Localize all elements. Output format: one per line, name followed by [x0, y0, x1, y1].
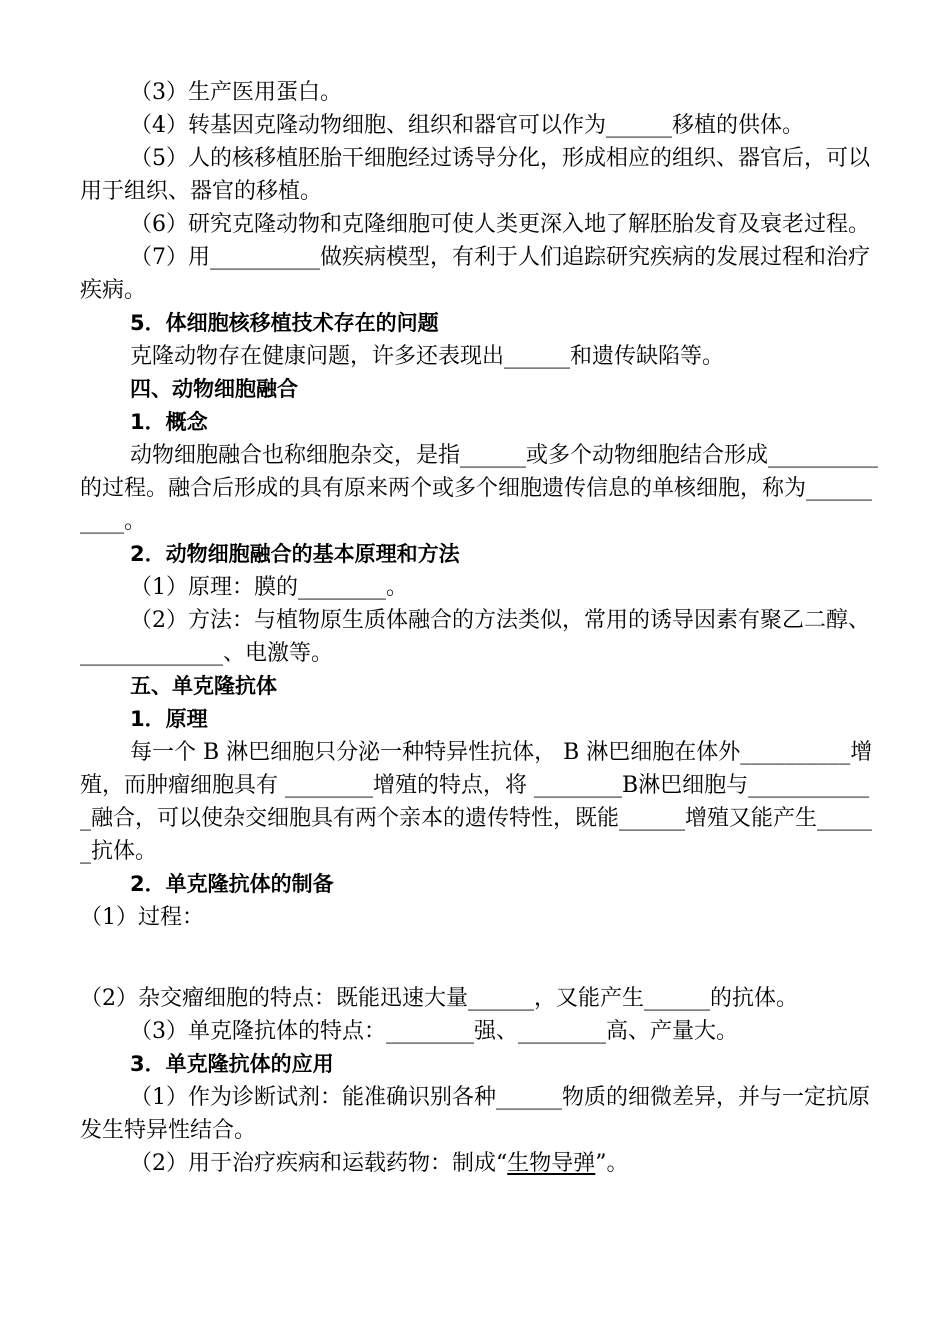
section-heading: 四、动物细胞融合	[130, 377, 298, 401]
paragraph: （3）单克隆抗体的特点：________强、________高、产量大。	[130, 1019, 738, 1044]
paragraph: （2）杂交瘤细胞的特点：既能迅速大量______，又能产生______的抗体。	[80, 986, 798, 1011]
paragraph: 克隆动物存在健康问题，许多还表现出______和遗传缺陷等。	[130, 344, 725, 369]
underlined-term: 生物导弹	[507, 1151, 596, 1176]
document-page	[80, 76, 880, 1180]
section-heading: 2．动物细胞融合的基本原理和方法	[130, 542, 460, 566]
blank-space	[80, 934, 880, 982]
paragraph: （5）人的核移植胚胎干细胞经过诱导分化，形成相应的组织、器官后，可以用于组织、器官的移植。	[80, 146, 870, 204]
paragraph-list	[80, 76, 880, 1147]
paragraph: 动物细胞融合也称细胞杂交，是指______或多个动物细胞结合形成__________的过程。融合后形成的具有原来两个或多个细胞遗传信息的单核细胞，称为__________。	[80, 443, 879, 534]
paragraph: 每一个 B 淋巴细胞只分泌一种特异性抗体， B 淋巴细胞在体外__________增殖，而肿瘤细胞具有 ________增殖的特点，将 ________B淋巴细胞与____________融合，可以使杂交细胞具有两个亲本的遗传特性，既能______增殖又能产生______抗体。	[80, 740, 873, 864]
paragraph: （1）过程：	[80, 905, 204, 930]
section-heading: 五、单克隆抗体	[130, 674, 277, 698]
final-text-before: （2）用于治疗疾病和运载药物：制成“	[130, 1151, 508, 1176]
section-heading: 1．概念	[130, 410, 208, 434]
paragraph: （6）研究克隆动物和克隆细胞可使人类更深入地了解胚胎发育及衰老过程。	[130, 212, 870, 237]
paragraph-final	[80, 1147, 880, 1180]
final-text-after: ”。	[595, 1151, 629, 1176]
paragraph: （1）原理：膜的________。	[130, 575, 408, 600]
paragraph: （3）生产医用蛋白。	[130, 80, 342, 105]
section-heading: 2．单克隆抗体的制备	[130, 872, 334, 896]
section-heading: 5．体细胞核移植技术存在的问题	[130, 311, 439, 335]
paragraph: （7）用__________做疾病模型，有利于人们追踪研究疾病的发展过程和治疗疾病。	[80, 245, 870, 303]
paragraph: （4）转基因克隆动物细胞、组织和器官可以作为______移植的供体。	[130, 113, 804, 138]
section-heading: 1．原理	[130, 707, 208, 731]
paragraph: （2）方法：与植物原生质体融合的方法类似，常用的诱导因素有聚乙二醇、_____________、电激等。	[80, 608, 870, 666]
section-heading: 3．单克隆抗体的应用	[130, 1052, 334, 1076]
paragraph: （1）作为诊断试剂：能准确识别各种______物质的细微差异，并与一定抗原发生特异性结合。	[80, 1085, 870, 1143]
